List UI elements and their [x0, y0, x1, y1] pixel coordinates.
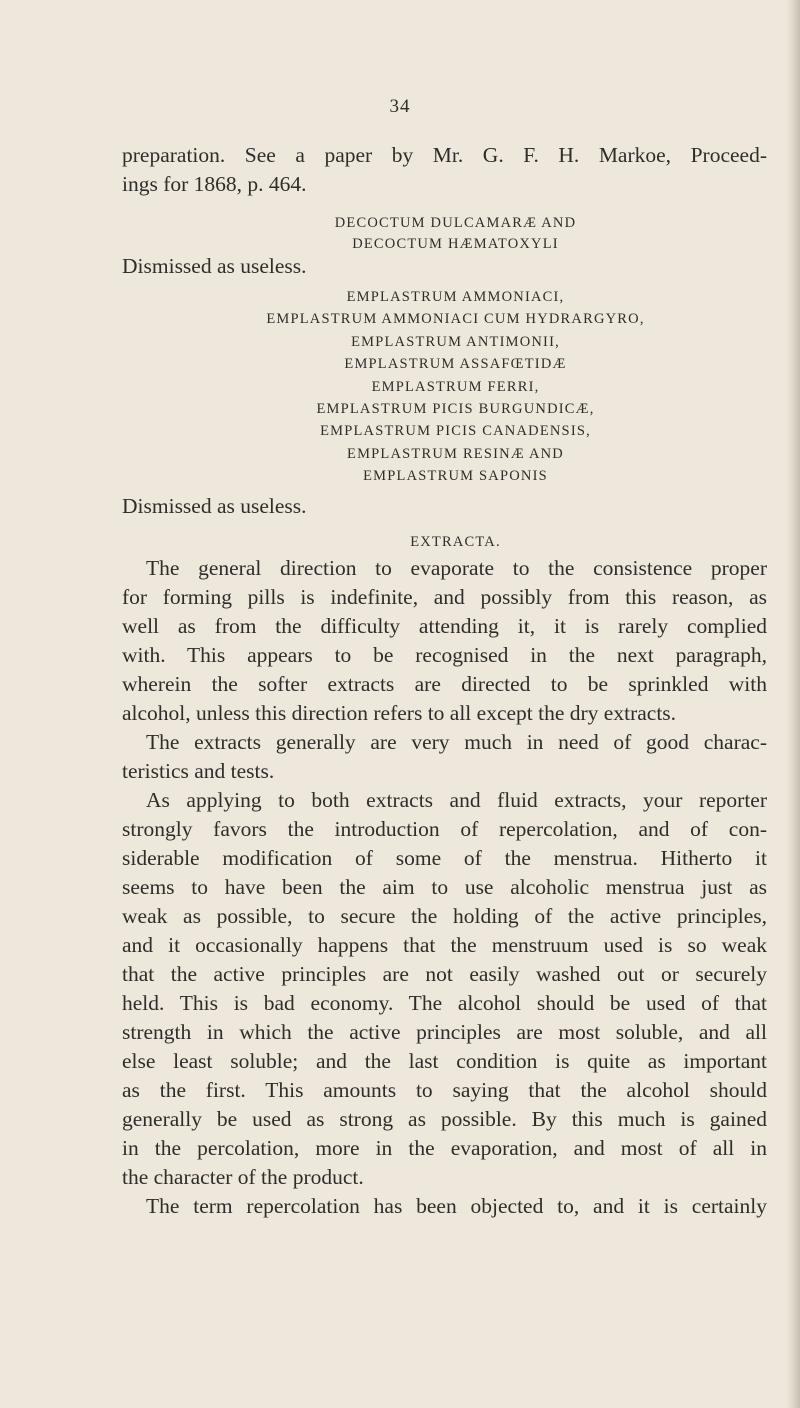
text-line: As applying to both extracts and fluid extracts, your reporter — [146, 788, 767, 812]
heading-line: EXTRACTA. — [410, 534, 501, 550]
text-line: siderable modification of some of the menstrua. Hitherto it — [122, 846, 767, 870]
text-line: seems to have been the aim to use alcoholic menstrua just as — [122, 875, 767, 899]
intro-paragraph — [122, 141, 767, 199]
text-line: strength in which the active principles are most soluble, and all — [122, 1020, 767, 1044]
text-line: The general direction to evaporate to the consistence proper — [146, 556, 767, 580]
text-line: The extracts generally are very much in need of good charac- — [146, 730, 767, 754]
dismissed-note — [122, 252, 767, 281]
paragraph — [122, 728, 767, 786]
text-line: generally be used as strong as possible. By this much is gained — [122, 1107, 767, 1131]
text-line: the character of the product. — [122, 1165, 364, 1189]
heading-line: EMPLASTRUM ASSAFŒTIDÆ — [344, 356, 567, 373]
text-line: The term repercolation has been objected to, and it is certainly — [146, 1194, 767, 1218]
text-line: ings for 1868, p. 464. — [122, 172, 307, 196]
paragraph — [122, 1192, 767, 1221]
page-edge-shadow — [786, 0, 800, 1408]
text-line: alcohol, unless this direction refers to all except the dry extracts. — [122, 701, 677, 725]
heading-line: DECOCTUM HÆMATOXYLI — [352, 236, 559, 252]
heading-line: EMPLASTRUM FERRI, — [371, 378, 540, 395]
heading-line: EMPLASTRUM SAPONIS — [363, 468, 548, 485]
paragraph — [122, 786, 767, 1192]
text-line: as the first. This amounts to saying that the alcohol should — [122, 1078, 767, 1102]
text-line: for forming pills is indefinite, and possibly from this reason, as — [122, 585, 767, 609]
heading-line: EMPLASTRUM PICIS CANADENSIS, — [320, 423, 591, 440]
section-heading-emplastrum — [122, 286, 767, 488]
heading-line: EMPLASTRUM AMMONIACI CUM HYDRARGYRO, — [266, 311, 645, 328]
heading-line: EMPLASTRUM ANTIMONII, — [351, 333, 560, 350]
text-line: that the active principles are not easily washed out or securely — [122, 962, 767, 986]
text-line: wherein the softer extracts are directed to be sprinkled with — [122, 672, 767, 696]
text-line: preparation. See a paper by Mr. G. F. H. Markoe, Proceed- — [122, 143, 767, 167]
text-line: and it occasionally happens that the menstruum used is so weak — [122, 933, 767, 957]
text-line: teristics and tests. — [122, 759, 275, 783]
text-line: Dismissed as useless. — [122, 494, 307, 518]
paragraph — [122, 554, 767, 728]
section-heading-extracta — [122, 532, 767, 553]
heading-line: EMPLASTRUM AMMONIACI, — [346, 289, 565, 305]
dismissed-note — [122, 492, 767, 521]
heading-line: EMPLASTRUM RESINÆ AND — [347, 445, 564, 462]
text-line: Dismissed as useless. — [122, 254, 307, 278]
heading-line: DECOCTUM DULCAMARÆ AND — [334, 215, 577, 231]
text-line: weak as possible, to secure the holding of the active principles, — [122, 904, 767, 928]
text-line: with. This appears to be recognised in the next paragraph, — [122, 643, 767, 667]
page-number: 34 — [389, 96, 411, 117]
text-line: well as from the difficulty attending it, it is rarely complied — [122, 614, 767, 638]
heading-line: EMPLASTRUM PICIS BURGUNDICÆ, — [316, 401, 595, 418]
text-line: else least soluble; and the last condition is quite as important — [122, 1049, 767, 1073]
text-line: held. This is bad economy. The alcohol should be used of that — [122, 991, 767, 1015]
text-line: in the percolation, more in the evaporation, and most of all in — [122, 1136, 767, 1160]
text-line: strongly favors the introduction of repercolation, and of con- — [122, 817, 767, 841]
section-heading-decoctum — [122, 213, 767, 255]
